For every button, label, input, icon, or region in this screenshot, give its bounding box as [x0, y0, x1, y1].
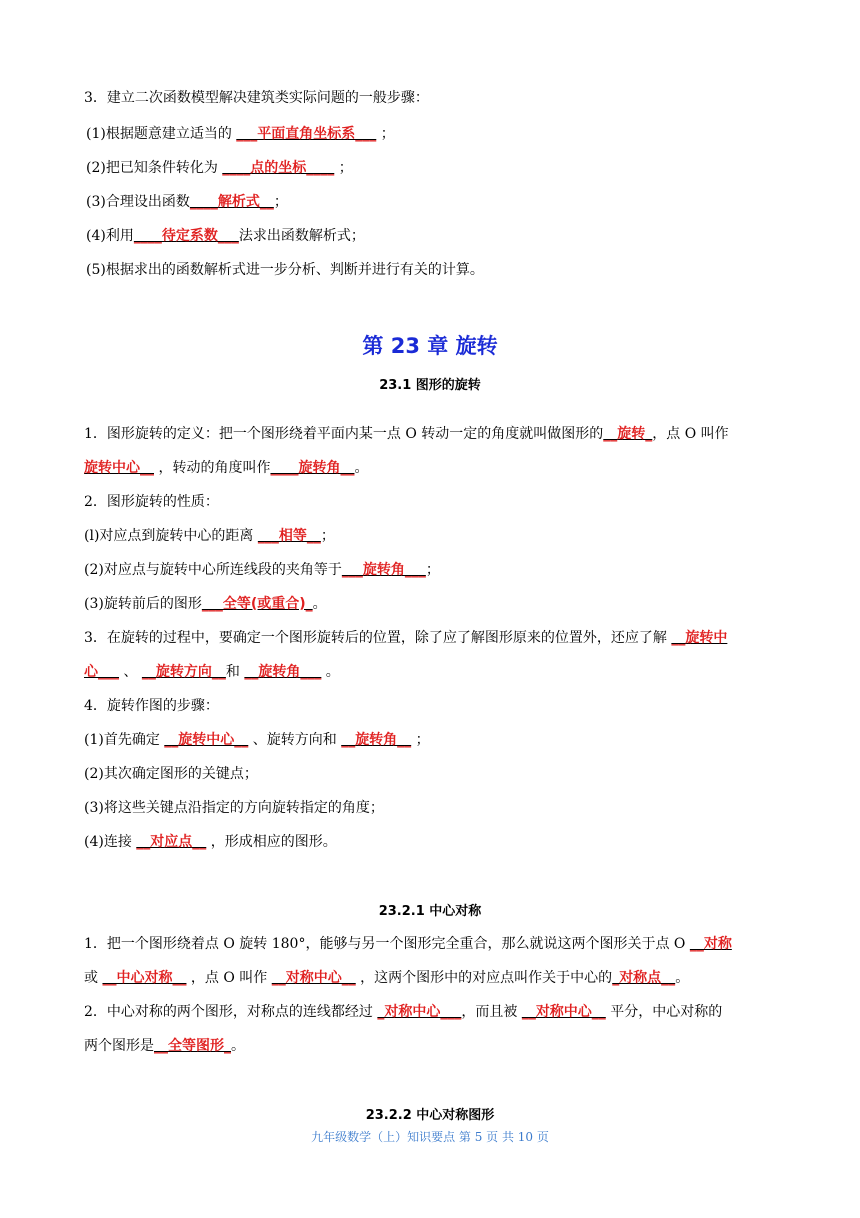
answer: ___旋转角___ [341, 562, 426, 578]
drawing-step-3: (3)将这些关键点沿指定的方向旋转指定的角度； [84, 800, 384, 816]
answer: ___全等(或重合)_ [201, 596, 313, 612]
para-symmetry-property: 2．中心对称的两个图形，对称点的连线都经过 _对称中心___，而且被 __对称中心__ 平分，中心对称的 [84, 1004, 723, 1020]
para-position-cont: 心___ 、 __旋转方向__和 __旋转角___ 。 [84, 664, 340, 680]
chapter-title: 第 23 章 旋转 [362, 334, 498, 358]
answer: ____点的坐标____ [222, 160, 335, 176]
answer: __对称中心__ [271, 970, 356, 986]
answer: __旋转_ [603, 426, 653, 442]
section-title-23-2-1: 23.2.1 中心对称 [378, 904, 482, 919]
para-central-symmetry-cont: 或 __中心对称__ ，点 O 叫作 __对称中心__ ，这两个图形中的对应点叫作关于中心的_对称点__。 [84, 970, 690, 986]
step-5: (5)根据求出的函数解析式进一步分析、判断并进行有关的计算。 [86, 262, 484, 278]
answer: __对称 [689, 936, 732, 952]
answer: __旋转角___ [244, 664, 322, 680]
property-1: (l)对应点到旋转中心的距离 ___相等__； [84, 528, 335, 544]
step-2: (2)把已知条件转化为 ____点的坐标____ ； [86, 160, 353, 176]
para-definition: 1．图形旋转的定义：把一个图形绕着平面内某一点 O 转动一定的角度就叫做图形的__旋转_，点 O 叫作 [84, 426, 729, 442]
para-definition-cont: 旋转中心__ ，转动的角度叫作____旋转角__。 [84, 460, 369, 476]
answer: _对称中心___ [377, 1004, 462, 1020]
answer: __旋转角__ [341, 732, 412, 748]
para-properties: 2．图形旋转的性质： [84, 494, 219, 510]
section-title-23-1: 23.1 图形的旋转 [379, 378, 481, 393]
step-heading: 3．建立二次函数模型解决建筑类实际问题的一般步骤： [84, 90, 429, 106]
property-2: (2)对应点与旋转中心所连线段的夹角等于___旋转角___； [84, 562, 440, 578]
answer: ____旋转角__ [270, 460, 355, 476]
answer: __中心对称__ [102, 970, 187, 986]
answer: __对应点__ [136, 834, 207, 850]
answer: __旋转方向__ [141, 664, 226, 680]
answer: ____待定系数___ [133, 228, 239, 244]
para-central-symmetry: 1．把一个图形绕着点 O 旋转 180°，能够与另一个图形完全重合，那么就说这两个图形关于点 O __对称 [84, 936, 732, 952]
para-symmetry-property-cont: 两个图形是__全等图形_。 [84, 1038, 245, 1054]
answer: ___平面直角坐标系___ [236, 126, 377, 142]
answer: __对称中心__ [521, 1004, 606, 1020]
step-3: (3)合理设出函数____解析式__； [86, 194, 288, 210]
answer: 心___ [84, 664, 119, 680]
answer: __旋转中心__ [164, 732, 249, 748]
answer: __旋转中 [671, 630, 728, 646]
answer: 旋转中心__ [84, 460, 154, 476]
step-1: (1)根据题意建立适当的 ___平面直角坐标系___ ； [86, 126, 395, 142]
section-title-23-2-2: 23.2.2 中心对称图形 [365, 1108, 495, 1123]
answer: __全等图形_ [154, 1038, 231, 1054]
page-footer: 九年级数学（上）知识要点 第 5 页 共 10 页 [311, 1130, 549, 1144]
drawing-step-1: (1)首先确定 __旋转中心__ 、旋转方向和 __旋转角__ ； [84, 732, 430, 748]
step-4: (4)利用____待定系数___法求出函数解析式； [86, 228, 365, 244]
para-position: 3．在旋转的过程中，要确定一个图形旋转后的位置，除了应了解图形原来的位置外，还应了解 __旋转中 [84, 630, 728, 646]
property-3: (3)旋转前后的图形___全等(或重合)_。 [84, 596, 327, 612]
para-steps: 4．旋转作图的步骤： [84, 698, 219, 714]
drawing-step-4: (4)连接 __对应点__ ，形成相应的图形。 [84, 834, 337, 850]
answer: ___相等__ [257, 528, 321, 544]
drawing-step-2: (2)其次确定图形的关键点； [84, 766, 258, 782]
answer: ____解析式__ [189, 194, 274, 210]
answer: _对称点__ [612, 970, 676, 986]
